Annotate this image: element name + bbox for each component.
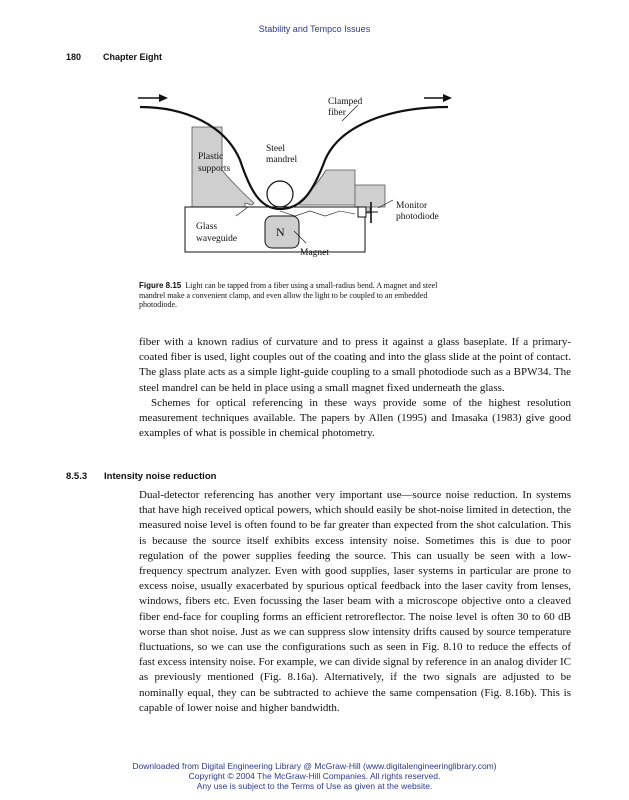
body-text-top: [139, 335, 571, 441]
steel-mandrel: [267, 181, 293, 207]
footer-line: Any use is subject to the Terms of Use as given at the website.: [196, 780, 433, 791]
figure-8-15: [130, 85, 460, 270]
page-header: [66, 52, 162, 62]
running-head: Stability and Tempco Issues: [258, 24, 371, 34]
caption-label: Figure 8.15: [139, 281, 182, 290]
arrow-right-icon: [424, 94, 452, 102]
paragraph: Dual-detector referencing has another very important use—source noise reduction. In systems that have high received optical powers, which should easily be shot-noise limited in detection, the measured noise level is often found to be far greater than expected from the shot calculation. This is because the source itself exhibits excess intensity noise. Sometimes this is due to poor regulation of the power supplies feeding the source. This can usually be seen with a low-frequency spectrum analyzer. Even with good supplies, laser systems in particular are prone to excess noise, usually exacerbated by spurious optical feedback into the laser cavity from lenses, windows, fibers etc. Even focussing the laser beam with a microscope objective onto a cleaved fiber end-face for coupling forms an efficient retroreflector. The noise level is often 30 to 60 dB worse than shot noise. Just as we can suppress slow intensity drifts caused by source temperature fluctuations, so we can use the configurations such as seen in Fig. 8.10 to reduce the effects of fast excess intensity noise. For example, we can divide signal by reference in an analog divider IC as previously mentioned (Fig. 8.16a). Alternatively, if the two signals are adjusted to be nominally equal, they can be subtracted to achieve the same compensation (Fig. 8.16b). This is capable of lower noise and higher bandwidth.: [139, 489, 571, 714]
label-clamped-fiber-2: fiber: [328, 108, 346, 118]
figure-caption: [139, 281, 459, 310]
label-plastic-supports-1: Plastic: [198, 152, 224, 162]
label-magnet-pole: N: [276, 225, 285, 239]
caption-text: Light can be tapped from a fiber using a small-radius bend. A magnet and steel mandrel make a convenient clamp, and even allow the light to be coupled to an embedded photodiode.: [139, 281, 438, 309]
label-clamped-fiber-1: Clamped: [328, 97, 363, 107]
arrow-left-icon: [138, 94, 168, 102]
label-glass-waveguide-2: waveguide: [196, 234, 238, 244]
page-number: 180: [66, 52, 82, 62]
footer-line: Copyright © 2004 The McGraw-Hill Companies. All rights reserved.: [188, 770, 441, 781]
body-text-main: [139, 488, 571, 716]
chapter-title: Chapter Eight: [103, 52, 163, 62]
section-number: 8.5.3: [66, 471, 88, 482]
label-plastic-supports-2: supports: [198, 164, 231, 174]
footer: [0, 762, 629, 791]
label-magnet: Magnet: [300, 248, 330, 258]
fiber-tap-diagram: [130, 85, 460, 270]
paragraph: fiber with a known radius of curvature and to press it against a glass baseplate. If a primary-coated fiber is used, light couples out of the coating and into the glass slide at the point of contact. The glass plate acts as a simple light-guide coupling to a small photodiode such as a BPW34. The steel mandrel can be held in place using a small magnet fixed underneath the glass.: [139, 336, 571, 394]
label-steel-mandrel-2: mandrel: [266, 155, 298, 165]
label-monitor-photodiode-2: photodiode: [396, 212, 439, 222]
paragraph: Schemes for optical referencing in these ways provide some of the highest resolution measurement techniques available. The papers by Allen (1995) and Imasaka (1983) give good examples of what is possible in chemical photometry.: [139, 396, 571, 440]
footer-line[interactable]: Downloaded from Digital Engineering Library @ McGraw-Hill (www.digitalengineeringlibrary.com): [132, 761, 497, 771]
label-glass-waveguide-1: Glass: [196, 222, 218, 232]
section-heading: [66, 471, 216, 482]
section-title: Intensity noise reduction: [104, 471, 217, 482]
label-steel-mandrel-1: Steel: [266, 144, 285, 154]
label-monitor-photodiode-1: Monitor: [396, 201, 428, 211]
